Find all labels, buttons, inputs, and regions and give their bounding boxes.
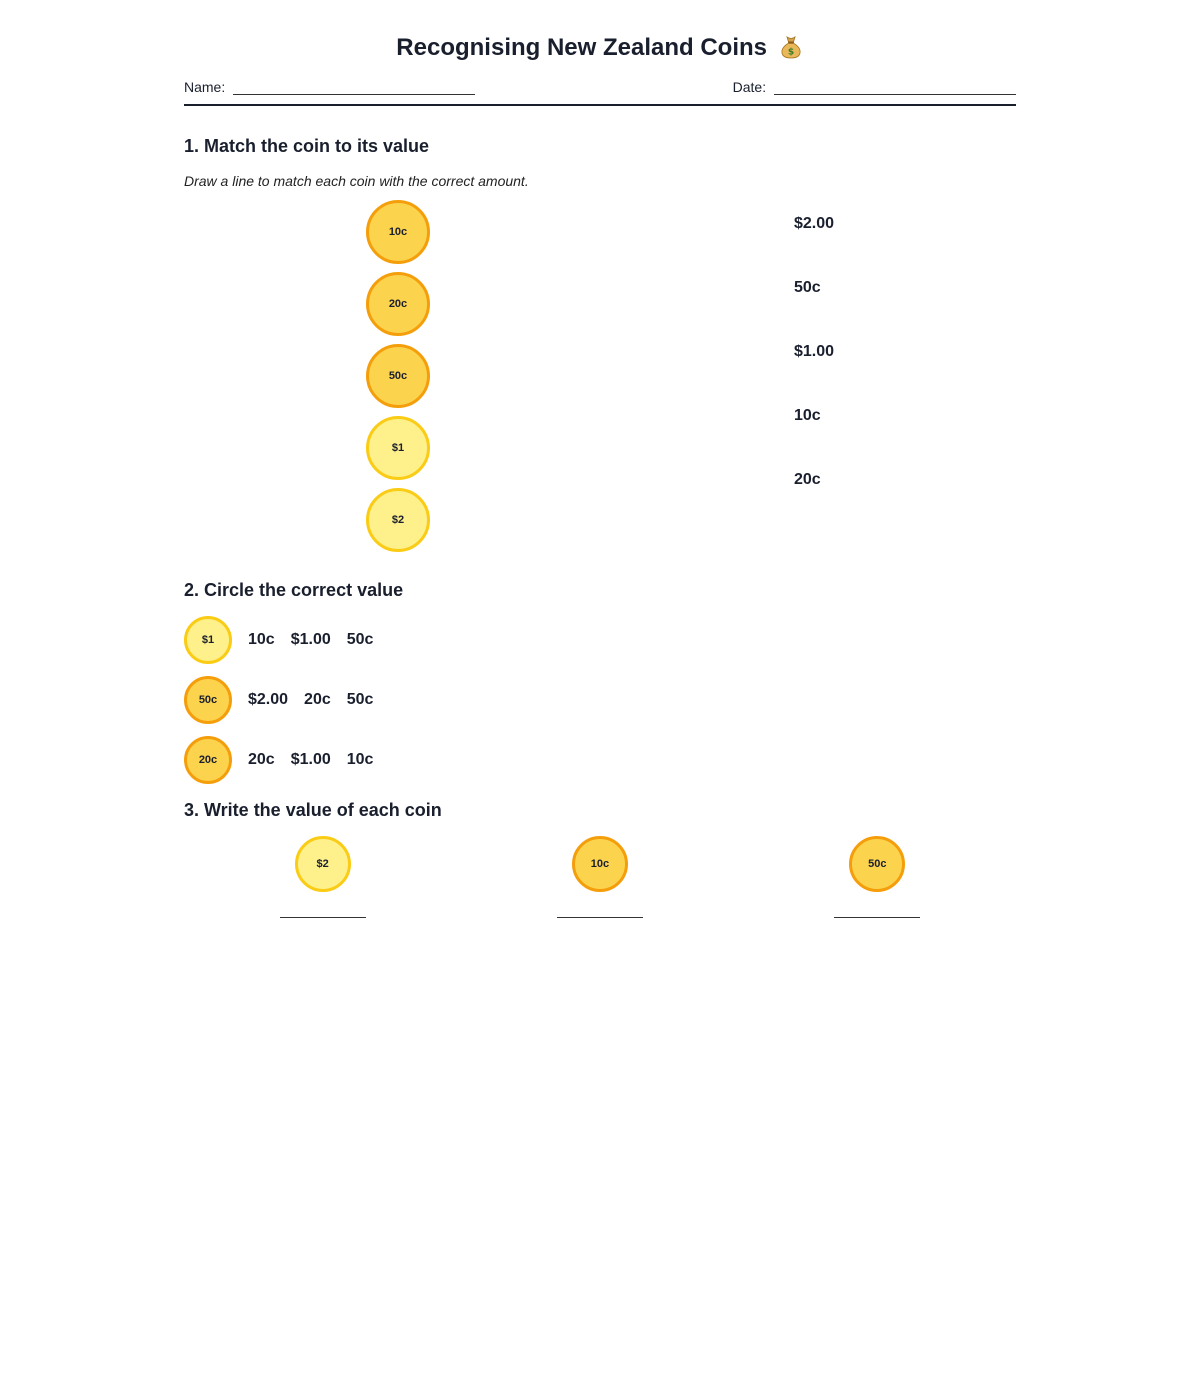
- date-field: [733, 78, 1016, 100]
- section2-title: 2. Circle the correct value: [184, 580, 404, 600]
- option[interactable]: $2.00: [248, 691, 289, 708]
- coin: [295, 836, 351, 892]
- circle-row: [184, 616, 1016, 664]
- page-title-text: Recognising New Zealand Coins: [396, 34, 768, 61]
- coin-label: 20c: [388, 298, 408, 310]
- coin[interactable]: [366, 488, 430, 552]
- coin-label: $2: [391, 514, 405, 526]
- header-divider: [184, 104, 1016, 106]
- page-title: [184, 30, 1016, 66]
- date-label: Date:: [732, 79, 767, 95]
- section1-title: 1. Match the coin to its value: [184, 136, 430, 156]
- option[interactable]: 50c: [346, 691, 374, 708]
- coin-label: $1: [391, 442, 405, 454]
- option[interactable]: 50c: [346, 631, 374, 648]
- svg-text:$: $: [787, 47, 794, 58]
- section1-instruction: Draw a line to match each coin with the correct amount.: [184, 173, 529, 189]
- coin-label: $2: [316, 858, 329, 870]
- option[interactable]: $1.00: [290, 631, 331, 648]
- name-label: Name:: [184, 79, 226, 95]
- option[interactable]: $1.00: [290, 751, 331, 768]
- coin-label: 10c: [590, 858, 610, 870]
- option[interactable]: 20c: [248, 751, 275, 768]
- money-bag-icon: [778, 34, 804, 60]
- coin-label: $1: [201, 634, 215, 646]
- answer-line[interactable]: [557, 916, 643, 918]
- section3-title: 3. Write the value of each coin: [184, 800, 442, 820]
- coin-label: 50c: [388, 370, 408, 382]
- coin: [849, 836, 905, 892]
- coin[interactable]: [366, 416, 430, 480]
- write-item: [777, 836, 977, 918]
- match-value[interactable]: 50c: [794, 279, 821, 296]
- coin-label: 50c: [198, 694, 218, 706]
- circle-rows: [184, 616, 1016, 784]
- coin-label: 50c: [868, 858, 887, 870]
- match-area: [184, 194, 1016, 554]
- date-line[interactable]: [774, 80, 1016, 95]
- name-date-row: [184, 78, 1016, 100]
- match-values: [794, 214, 834, 534]
- coin[interactable]: [366, 344, 430, 408]
- option[interactable]: 10c: [248, 631, 275, 648]
- option[interactable]: 20c: [304, 691, 331, 708]
- answer-line[interactable]: [834, 916, 920, 918]
- option[interactable]: 10c: [346, 751, 374, 768]
- circle-row: [184, 736, 1016, 784]
- circle-row: [184, 676, 1016, 724]
- worksheet: [184, 0, 1016, 918]
- coin[interactable]: [366, 272, 430, 336]
- write-item: [500, 836, 700, 918]
- coin: [184, 616, 232, 664]
- name-line[interactable]: [233, 80, 475, 95]
- match-value[interactable]: 10c: [794, 407, 821, 424]
- coin: [184, 676, 232, 724]
- match-value[interactable]: $2.00: [794, 215, 835, 232]
- coin[interactable]: [366, 200, 430, 264]
- match-value[interactable]: 20c: [794, 471, 821, 488]
- name-field: [184, 78, 475, 100]
- coin: [184, 736, 232, 784]
- answer-line[interactable]: [280, 916, 366, 918]
- coin-label: 20c: [198, 754, 218, 766]
- write-item: [223, 836, 423, 918]
- coin-label: 10c: [388, 226, 408, 238]
- match-value[interactable]: $1.00: [794, 343, 835, 360]
- match-coins: [366, 200, 430, 560]
- coin: [572, 836, 628, 892]
- write-row: [184, 836, 1016, 918]
